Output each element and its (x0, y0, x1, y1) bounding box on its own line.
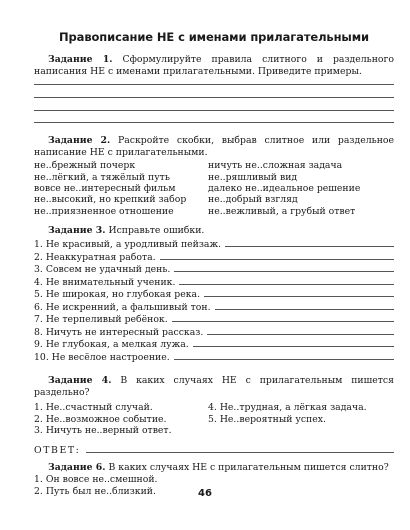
task-2 (34, 135, 394, 216)
list-item-text: 5. Не широкая, но глубокая река. (34, 289, 201, 301)
answer-line[interactable] (160, 251, 394, 260)
list-item-text: 4. Не внимательный ученик. (34, 276, 176, 288)
task-4-text (34, 375, 394, 398)
list-item (34, 338, 394, 351)
task-3-text (34, 225, 394, 237)
list-item (34, 326, 394, 339)
list-item-text: 6. Не искренний, а фальшивый тон. (34, 301, 211, 313)
answer-line[interactable] (204, 288, 394, 297)
answer-line[interactable] (174, 263, 394, 272)
option-empty (208, 425, 394, 437)
task-1-body: Сформулируйте правила слитного и раздельного написания НЕ с именами прилагательными. Приведите примеры. (34, 54, 394, 77)
list-item: 1. Он вовсе не..смешной. (34, 474, 158, 486)
answer-line[interactable] (34, 85, 394, 98)
list-item (34, 276, 394, 289)
answer-line[interactable] (179, 276, 394, 285)
answer-line[interactable] (34, 111, 394, 124)
list-item-text: 8. Ничуть не интересный рассказ. (34, 326, 204, 338)
list-item-text: 3. Совсем не удачный день. (34, 264, 171, 276)
phrase: не..добрый взгляд (208, 194, 298, 206)
task-3-label: Задание 3. (48, 224, 106, 236)
answer-label: ОТВЕТ: (34, 444, 81, 456)
answer-line[interactable] (86, 444, 394, 453)
task-4 (34, 375, 394, 456)
task-3 (34, 225, 394, 364)
task-1-text (34, 54, 394, 77)
phrase: не..вежливый, а грубый ответ (208, 205, 356, 217)
phrase: не..высокий, но крепкий забор (34, 194, 187, 206)
task-2-body: Раскройте скобки, выбрав слитное или раздельное написание НЕ с прилагательными. (34, 135, 394, 158)
list-item-text: 1. Не красивый, а уродливый пейзаж. (34, 239, 221, 251)
list-item (34, 251, 394, 264)
task-4-label: Задание 4. (48, 375, 112, 387)
list-item (34, 263, 394, 276)
answer-line[interactable] (174, 351, 394, 360)
task-4-options (34, 402, 394, 437)
list-item-text: 9. Не глубокая, а мелкая лужа. (34, 339, 189, 351)
answer-line[interactable] (215, 301, 394, 310)
phrase: не..брежный почерк (34, 160, 136, 172)
phrase: вовсе не..интересный фильм (34, 182, 176, 194)
phrase: не..лёгкий, а тяжёлый путь (34, 171, 170, 183)
phrase: ничуть не..сложная задача (208, 160, 343, 172)
page-title: Правописание НЕ с именами прилагательными (59, 30, 369, 44)
task-1-label: Задание 1. (48, 54, 113, 65)
page-number: 46 (198, 488, 212, 499)
answer-line[interactable] (207, 326, 394, 335)
phrase: далеко не..идеальное решение (208, 182, 361, 194)
list-item (34, 288, 394, 301)
task-2-phrases (34, 160, 394, 216)
answer-line[interactable] (34, 77, 394, 85)
option: 5. Не..вероятный успех. (208, 413, 326, 425)
answer-line[interactable] (193, 338, 394, 347)
list-item-text: 10. Не весёлое настроение. (34, 351, 170, 363)
task-6-text (34, 462, 394, 474)
task-2-text (34, 135, 394, 158)
list-item-text: 2. Неаккуратная работа. (34, 251, 156, 263)
phrase: не..приязненное отношение (34, 205, 174, 217)
answer-line[interactable] (172, 313, 394, 322)
task-6-label: Задание 6. (48, 461, 106, 473)
answer-line[interactable] (34, 98, 394, 111)
task-3-list (34, 238, 394, 363)
list-item (34, 313, 394, 326)
option: 1. Не..счастный случай. (34, 402, 153, 414)
task-6-body: В каких случаях НЕ с прилагательным пишется слитно? (105, 461, 389, 473)
list-item (34, 301, 394, 314)
list-item: 2. Путь был не..близкий. (34, 485, 156, 497)
list-item-text: 7. Не терпеливый ребёнок. (34, 314, 168, 326)
task-3-body: Исправьте ошибки. (105, 224, 205, 236)
task-4-answer (34, 444, 394, 456)
option: 4. Не..трудная, а лёгкая задача. (208, 402, 367, 414)
option: 2. Не..возможное событие. (34, 413, 167, 425)
option: 3. Ничуть не..верный ответ. (34, 425, 172, 437)
task-2-label: Задание 2. (48, 135, 111, 147)
list-item (34, 351, 394, 364)
answer-line[interactable] (225, 238, 394, 247)
task-1 (34, 54, 394, 123)
task-4-body: В каких случаях НЕ с прилагательным пишется раздельно? (34, 375, 394, 398)
phrase: не..ряшливый вид (208, 171, 298, 183)
list-item (34, 238, 394, 251)
